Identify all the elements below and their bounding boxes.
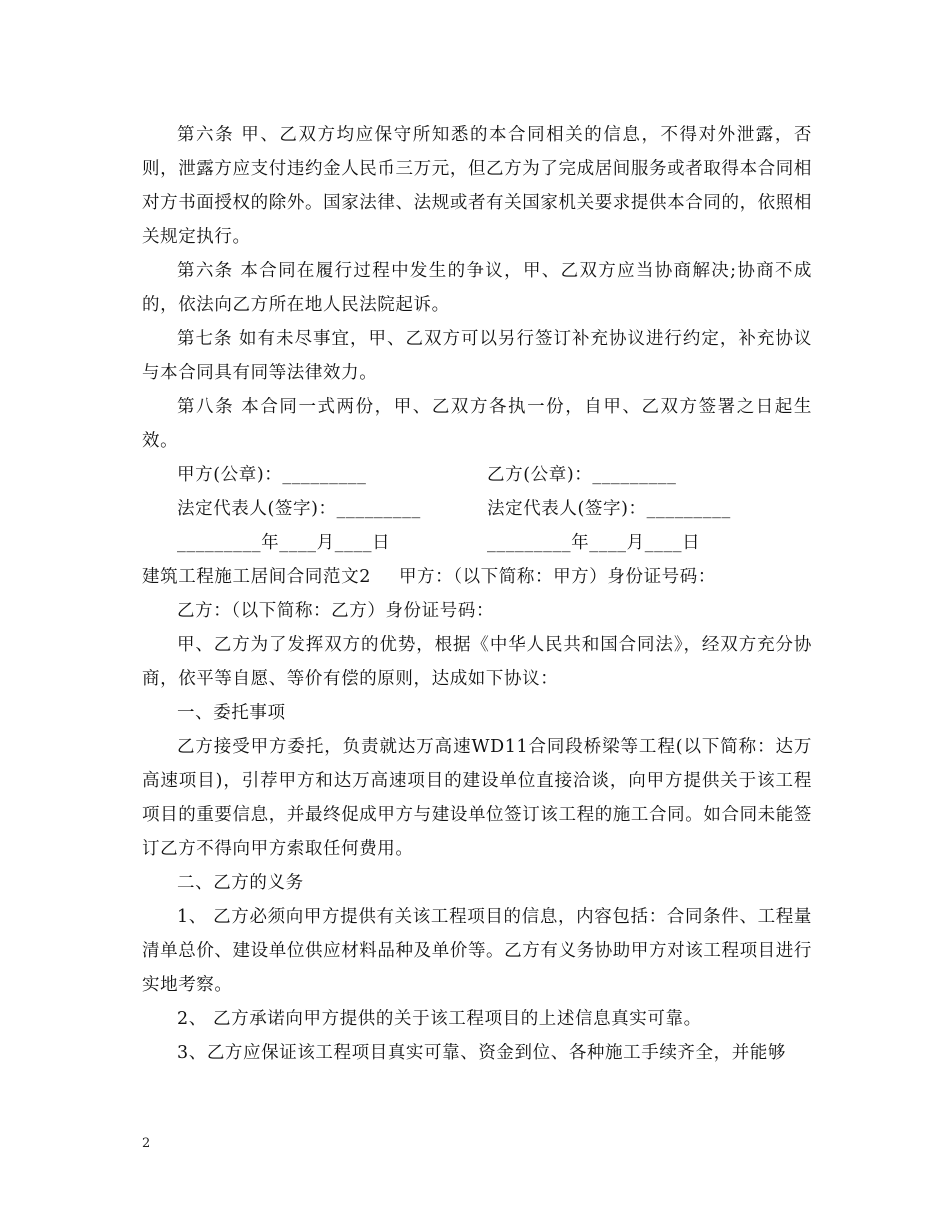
signature-row-date: [142, 526, 812, 560]
page-number: 2: [142, 1136, 151, 1151]
second-contract-title: 建筑工程施工居间合同范文2: [142, 567, 371, 587]
paragraph-article-8: 第八条 本合同一式两份，甲、乙双方各执一份，自甲、乙双方签署之日起生效。: [142, 397, 812, 451]
signature-row-seal: [142, 458, 812, 492]
paragraph-article-6-confidentiality: 第六条 甲、乙双方均应保守所知悉的本合同相关的信息，不得对外泄露，否则，泄露方应支付违约金人民币三万元，但乙方为了完成居间服务或者取得本合同相对方书面授权的除外。国家法律、法规或者有关国家机关要求提供本合同的，依照相关规定执行。: [142, 125, 812, 247]
signature-row-representative: [142, 492, 812, 526]
section-1-body: 乙方接受甲方委托，负责就达万高速WD11合同段桥梁等工程(以下简称：达万高速项目)，引荐甲方和达万高速项目的建设单位直接洽谈，向甲方提供关于该工程项目的重要信息，并最终促成甲方与建设单位签订该工程的施工合同。如合同未能签订乙方不得向甲方索取任何费用。: [142, 737, 812, 859]
paragraph-article-6-disputes: 第六条 本合同在履行过程中发生的争议，甲、乙双方应当协商解决;协商不成的，依法向乙方所在地人民法院起诉。: [142, 261, 812, 315]
section-2-item-1: 1、 乙方必须向甲方提供有关该工程项目的信息，内容包括：合同条件、工程量清单总价、建设单位供应材料品种及单价等。乙方有义务协助甲方对该工程项目进行实地考察。: [142, 907, 812, 995]
party-b-seal: 乙方(公章)：_________: [487, 465, 677, 485]
section-2-heading: 二、乙方的义务: [177, 873, 304, 893]
party-a-date: _________年____月____日: [177, 533, 391, 553]
party-b-date: _________年____月____日: [487, 533, 701, 553]
party-a-representative: 法定代表人(签字)：_________: [177, 499, 421, 519]
party-a-seal: 甲方(公章)：_________: [177, 465, 367, 485]
party-a-line: 甲方：（以下简称：甲方）身份证号码：: [398, 567, 716, 587]
section-2-item-2: 2、 乙方承诺向甲方提供的关于该工程项目的上述信息真实可靠。: [177, 1009, 702, 1029]
party-b-representative: 法定代表人(签字)：_________: [487, 499, 731, 519]
preamble: 甲、乙方为了发挥双方的优势，根据《中华人民共和国合同法》，经双方充分协商，依平等自愿、等价有偿的原则，达成如下协议：: [142, 635, 812, 689]
document-page: [142, 118, 812, 1070]
second-contract-title-line: [142, 560, 812, 594]
title-spacer: [371, 560, 399, 594]
paragraph-article-7: 第七条 如有未尽事宜，甲、乙双方可以另行签订补充协议进行约定，补充协议与本合同具有同等法律效力。: [142, 329, 812, 383]
section-1-heading: 一、委托事项: [177, 703, 286, 723]
party-b-line: 乙方：（以下简称：乙方）身份证号码：: [177, 601, 495, 621]
section-2-item-3: 3、乙方应保证该工程项目真实可靠、资金到位、各种施工手续齐全，并能够: [177, 1043, 787, 1063]
